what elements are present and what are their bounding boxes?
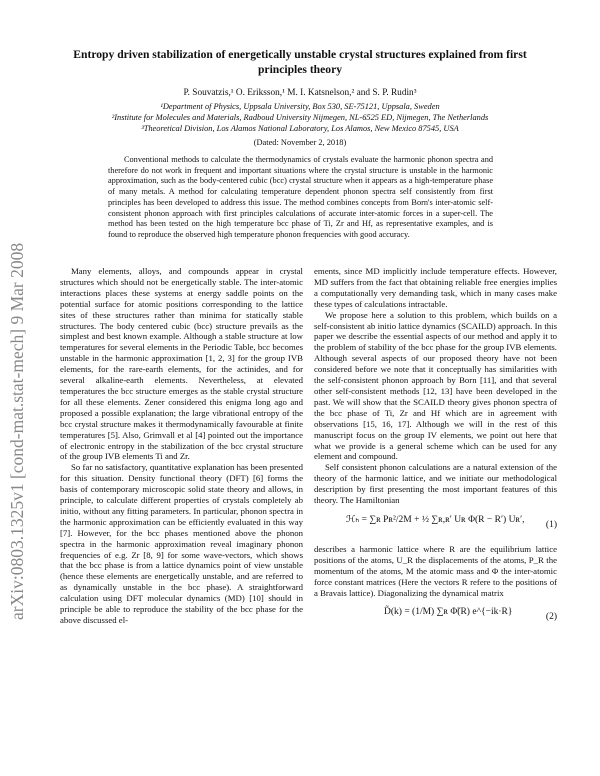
right-column [314,266,557,636]
left-column [60,266,303,626]
paragraph: describes a harmonic lattice where R are the equilibrium lattice positions of the atoms, U_R the displacements of the atoms, P_R the momentum of the atoms, M the atomic mass and Φ the inter-atomic force constant matrices (Here the vectors R refere to the positions of a Bravais lattice). Diagonalizing the dynamical matrix [314,543,557,598]
equation-2-number: (2) [545,612,557,623]
paper-title: Entropy driven stabilization of energetically unstable crystal structures explained from first principles theory [73,48,527,76]
affiliation-3: ³Theoretical Division, Los Alamos National Laboratory, Los Alamos, New Mexico 87545, USA [141,124,459,133]
paragraph: Self consistent phonon calculations are a natural extension of the theory of the harmonic lattice, and we initiate our methodological description by first presenting the most important features of this theory. The Hamiltonian [314,462,557,506]
date-line: (Dated: November 2, 2018) [253,138,347,147]
arxiv-identifier [4,150,30,620]
affiliation-1: ¹Department of Physics, Uppsala University, Box 530, SE-75121, Uppsala, Sweden [160,102,440,111]
equation-1 [314,511,557,539]
author-list: P. Souvatzis,¹ O. Eriksson,¹ M. I. Katsnelson,² and S. P. Rudin³ [183,88,417,98]
paragraph: So far no satisfactory, quantitative explanation has been presented for this situation. Density functional theory (DFT) [6] forms the basis of contemporary microscopic solid state theory and allows, in principle, to calculate different properties of crystals completely ab initio, without any fitting parameters. In particular, phonon spectra in the harmonic approximation can be efficiently evaluated in this way [7]. However, for the bcc phases mentioned above the phonon spectra in the harmonic approximation reveal imaginary phonon frequencies of e.g. Zr [8, 9] for some wave-vectors, which shows that the bcc phase is from a lattice dynamics point of view unstable (hence these elements are energetically unstable, and are referred to as dynamically unstable in the bcc phase). A straightforward calculation using DFT molecular dynamics (MD) [10] should in principle be able to reproduce the stability of the bcc phase for the above discussed el- [60,462,303,625]
paragraph: We propose here a solution to this problem, which builds on a self-consistent ab initio lattice dynamics (SCAILD) approach. In this paper we describe the essential aspects of our method and apply it to the problem of stability of the bcc phase for the group IVB elements. Although several aspects of our proposed theory have not been considered before we note that it conceptually has similarities with the self-consistent phonon approach by Born [11], and that several other self-consistent methods [12, 13] have been developed in the past. We will show that the SCAILD theory gives phonon spectra of the bcc phase of Ti, Zr and Hf which are in agreement with observations [15, 16, 17]. Although we will in the rest of this manuscript focus on the group IV elements, we point out here that what we provide is a general scheme which can be used for any element and compound. [314,309,557,462]
affiliation-2: ²Institute for Molecules and Materials, Radboud University Nijmegen, NL-6525 ED, Nijmegen, The Netherlands [111,113,489,122]
paragraph: ements, since MD implicitly include temperature effects. However, MD suffers from the fact that obtaining reliable free energies implies a computationally very demanding task, which in many cases make these types of calculations intractable. [314,266,557,309]
arxiv-sidebar-graphic [4,150,30,620]
abstract: Conventional methods to calculate the thermodynamics of crystals evaluate the harmonic phonon spectra and therefore do not work in frequent and important situations where the crystal structure is unstable in the harmonic approximation, such as the body-centered cubic (bcc) crystal structure when it appears as a high-temperature phase of many metals. A method for calculating temperature dependent phonon spectra self consistently from first principles has been developed to address this issue. The method combines concepts from Born's inter-atomic self-consistent phonon approach with first principles calculations of accurate inter-atomic forces in a super-cell. The method has been tested on the high temperature bcc phase of Ti, Zr and Hf, as representative examples, and is found to reproduce the observed high temperature phonon frequencies with good accuracy. [108,155,493,239]
equation-2-body: D̃(k) = (1/M) ∑ʀ Φ̃(R) e^{−ik·R} [384,607,513,618]
equation-2 [314,603,557,631]
equation-1-number: (1) [545,519,557,530]
paragraph: Many elements, alloys, and compounds appear in crystal structures which should not be energetically stable. The inter-atomic interactions places these systems at energy saddle points on the potential surface for atomic positions corresponding to the lattice sites of these structures rather than minima for statically stable structures. The body centered cubic (bcc) structure prevails as the simplest and best known example. Although a stable structure at low temperatures for several elements in the Periodic Table, bcc becomes unstable in the harmonic approximation [1, 2, 3] for the group IVB elements, for the rare-earth elements, for the actinides, and for several alkaline-earth elements. Nevertheless, at elevated temperatures the bcc structure emerges as the stable crystal structure for all these elements. Zener considered this enigma long ago and proposed a possible explanation; the large vibrational entropy of the bcc crystal structure makes it thermodynamically favourable at finite temperatures [5]. Also, Grimvall et al [4] pointed out the importance of electronic entropy in the stabilization of the bcc crystal structure of the group IVB elements Ti and Zr. [60,266,303,462]
arxiv-id-text: arXiv:0803.1325v1 [cond-mat.stat-mech] 9 Mar 2008 [7,242,27,620]
equation-1-body: ℋₕ = ∑ʀ Pʀ²/2M + ½ ∑ʀ,ʀ′ Uʀ Φ(R − R′) Uʀ′, [346,514,525,525]
